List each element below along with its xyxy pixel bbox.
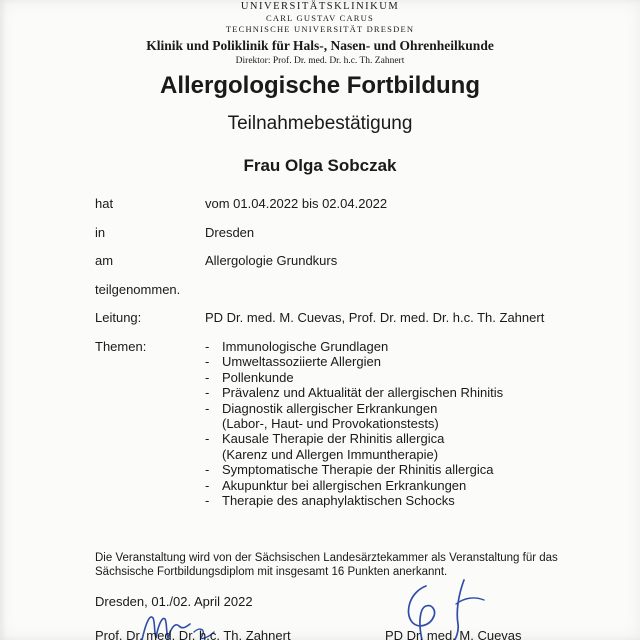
detail-label: Leitung: bbox=[95, 310, 142, 325]
detail-value: Allergologie Grundkurs bbox=[205, 253, 338, 268]
theme-text: Umweltassoziierte Allergien bbox=[222, 354, 381, 370]
theme-item-subline bbox=[205, 416, 605, 431]
theme-bullet: - bbox=[205, 400, 210, 416]
recognition-statement: Die Veranstaltung wird von der Sächsischen Landesärztekammer als Veranstaltung für das Sächsische Fortbildungsdiplom mit insgesamt 16 Punkten anerkannt. bbox=[95, 552, 558, 578]
document-subtitle: Teilnahmebestätigung bbox=[227, 113, 413, 134]
letterhead-director: Direktor: Prof. Dr. med. Dr. h.c. Th. Zahnert bbox=[235, 56, 405, 66]
theme-bullet: - bbox=[205, 385, 210, 401]
detail-row-participated bbox=[95, 282, 615, 311]
detail-row-place bbox=[95, 225, 615, 254]
details-section bbox=[95, 196, 615, 339]
letterhead-university: TECHNISCHE UNIVERSITÄT DRESDEN bbox=[225, 24, 415, 34]
detail-value: vom 01.04.2022 bis 02.04.2022 bbox=[205, 196, 388, 211]
place-and-date: Dresden, 01./02. April 2022 bbox=[95, 594, 253, 609]
theme-text: Diagnostik allergischer Erkrankungen bbox=[222, 400, 438, 416]
theme-item-subline bbox=[205, 447, 605, 462]
theme-item bbox=[205, 339, 605, 354]
detail-value: Dresden bbox=[205, 224, 255, 240]
theme-item bbox=[205, 462, 605, 477]
document-title: Allergologische Fortbildung bbox=[160, 72, 480, 99]
theme-item bbox=[205, 478, 605, 493]
theme-text: Prävalenz und Aktualität der allergischen Rhinitis bbox=[222, 385, 504, 401]
letterhead-institution: UNIVERSITÄTSKLINIKUM bbox=[240, 1, 400, 12]
detail-label: in bbox=[95, 224, 106, 240]
theme-text: Kausale Therapie der Rhinitis allergica bbox=[222, 431, 445, 447]
theme-bullet: - bbox=[205, 493, 210, 509]
theme-bullet: - bbox=[205, 369, 210, 385]
theme-bullet: - bbox=[205, 431, 210, 447]
theme-text: Immunologische Grundlagen bbox=[222, 339, 389, 354]
theme-item bbox=[205, 493, 605, 508]
theme-subtext: (Karenz und Allergen Immuntherapie) bbox=[222, 446, 439, 462]
participant-name: Frau Olga Sobczak bbox=[243, 156, 397, 175]
letterhead bbox=[0, 0, 640, 66]
theme-item bbox=[205, 401, 605, 416]
detail-label: teilgenommen. bbox=[95, 281, 181, 297]
theme-text: Therapie des anaphylaktischen Schocks bbox=[222, 493, 455, 509]
theme-text: Pollenkunde bbox=[222, 369, 294, 385]
theme-bullet: - bbox=[205, 339, 210, 354]
theme-item bbox=[205, 370, 605, 385]
theme-text: Symptomatische Therapie der Rhinitis allergica bbox=[222, 462, 494, 478]
theme-item bbox=[205, 354, 605, 369]
letterhead-carus: CARL GUSTAV CARUS bbox=[266, 13, 374, 23]
detail-label: hat bbox=[95, 196, 114, 211]
theme-item bbox=[205, 385, 605, 400]
theme-bullet: - bbox=[205, 462, 210, 478]
signer-name-left: Prof. Dr. med. Dr. h.c. Th. Zahnert bbox=[95, 628, 291, 640]
theme-bullet: - bbox=[205, 477, 210, 493]
detail-row-leadership bbox=[95, 310, 615, 339]
themes-label: Themen: bbox=[95, 339, 147, 354]
theme-bullet: - bbox=[205, 354, 210, 370]
letterhead-clinic: Klinik und Poliklinik für Hals-, Nasen- und Ohrenheilkunde bbox=[146, 38, 494, 53]
theme-item bbox=[205, 431, 605, 446]
theme-subtext: (Labor-, Haut- und Provokationstests) bbox=[222, 416, 439, 432]
detail-row-dates bbox=[95, 196, 615, 225]
signer-name-right: PD Dr. med. M. Cuevas bbox=[385, 628, 522, 640]
themes-list bbox=[205, 339, 605, 508]
detail-row-course bbox=[95, 253, 615, 282]
theme-text: Akupunktur bei allergischen Erkrankungen bbox=[222, 477, 467, 493]
detail-value: PD Dr. med. M. Cuevas, Prof. Dr. med. Dr. h.c. Th. Zahnert bbox=[205, 310, 545, 325]
detail-label: am bbox=[95, 253, 114, 268]
